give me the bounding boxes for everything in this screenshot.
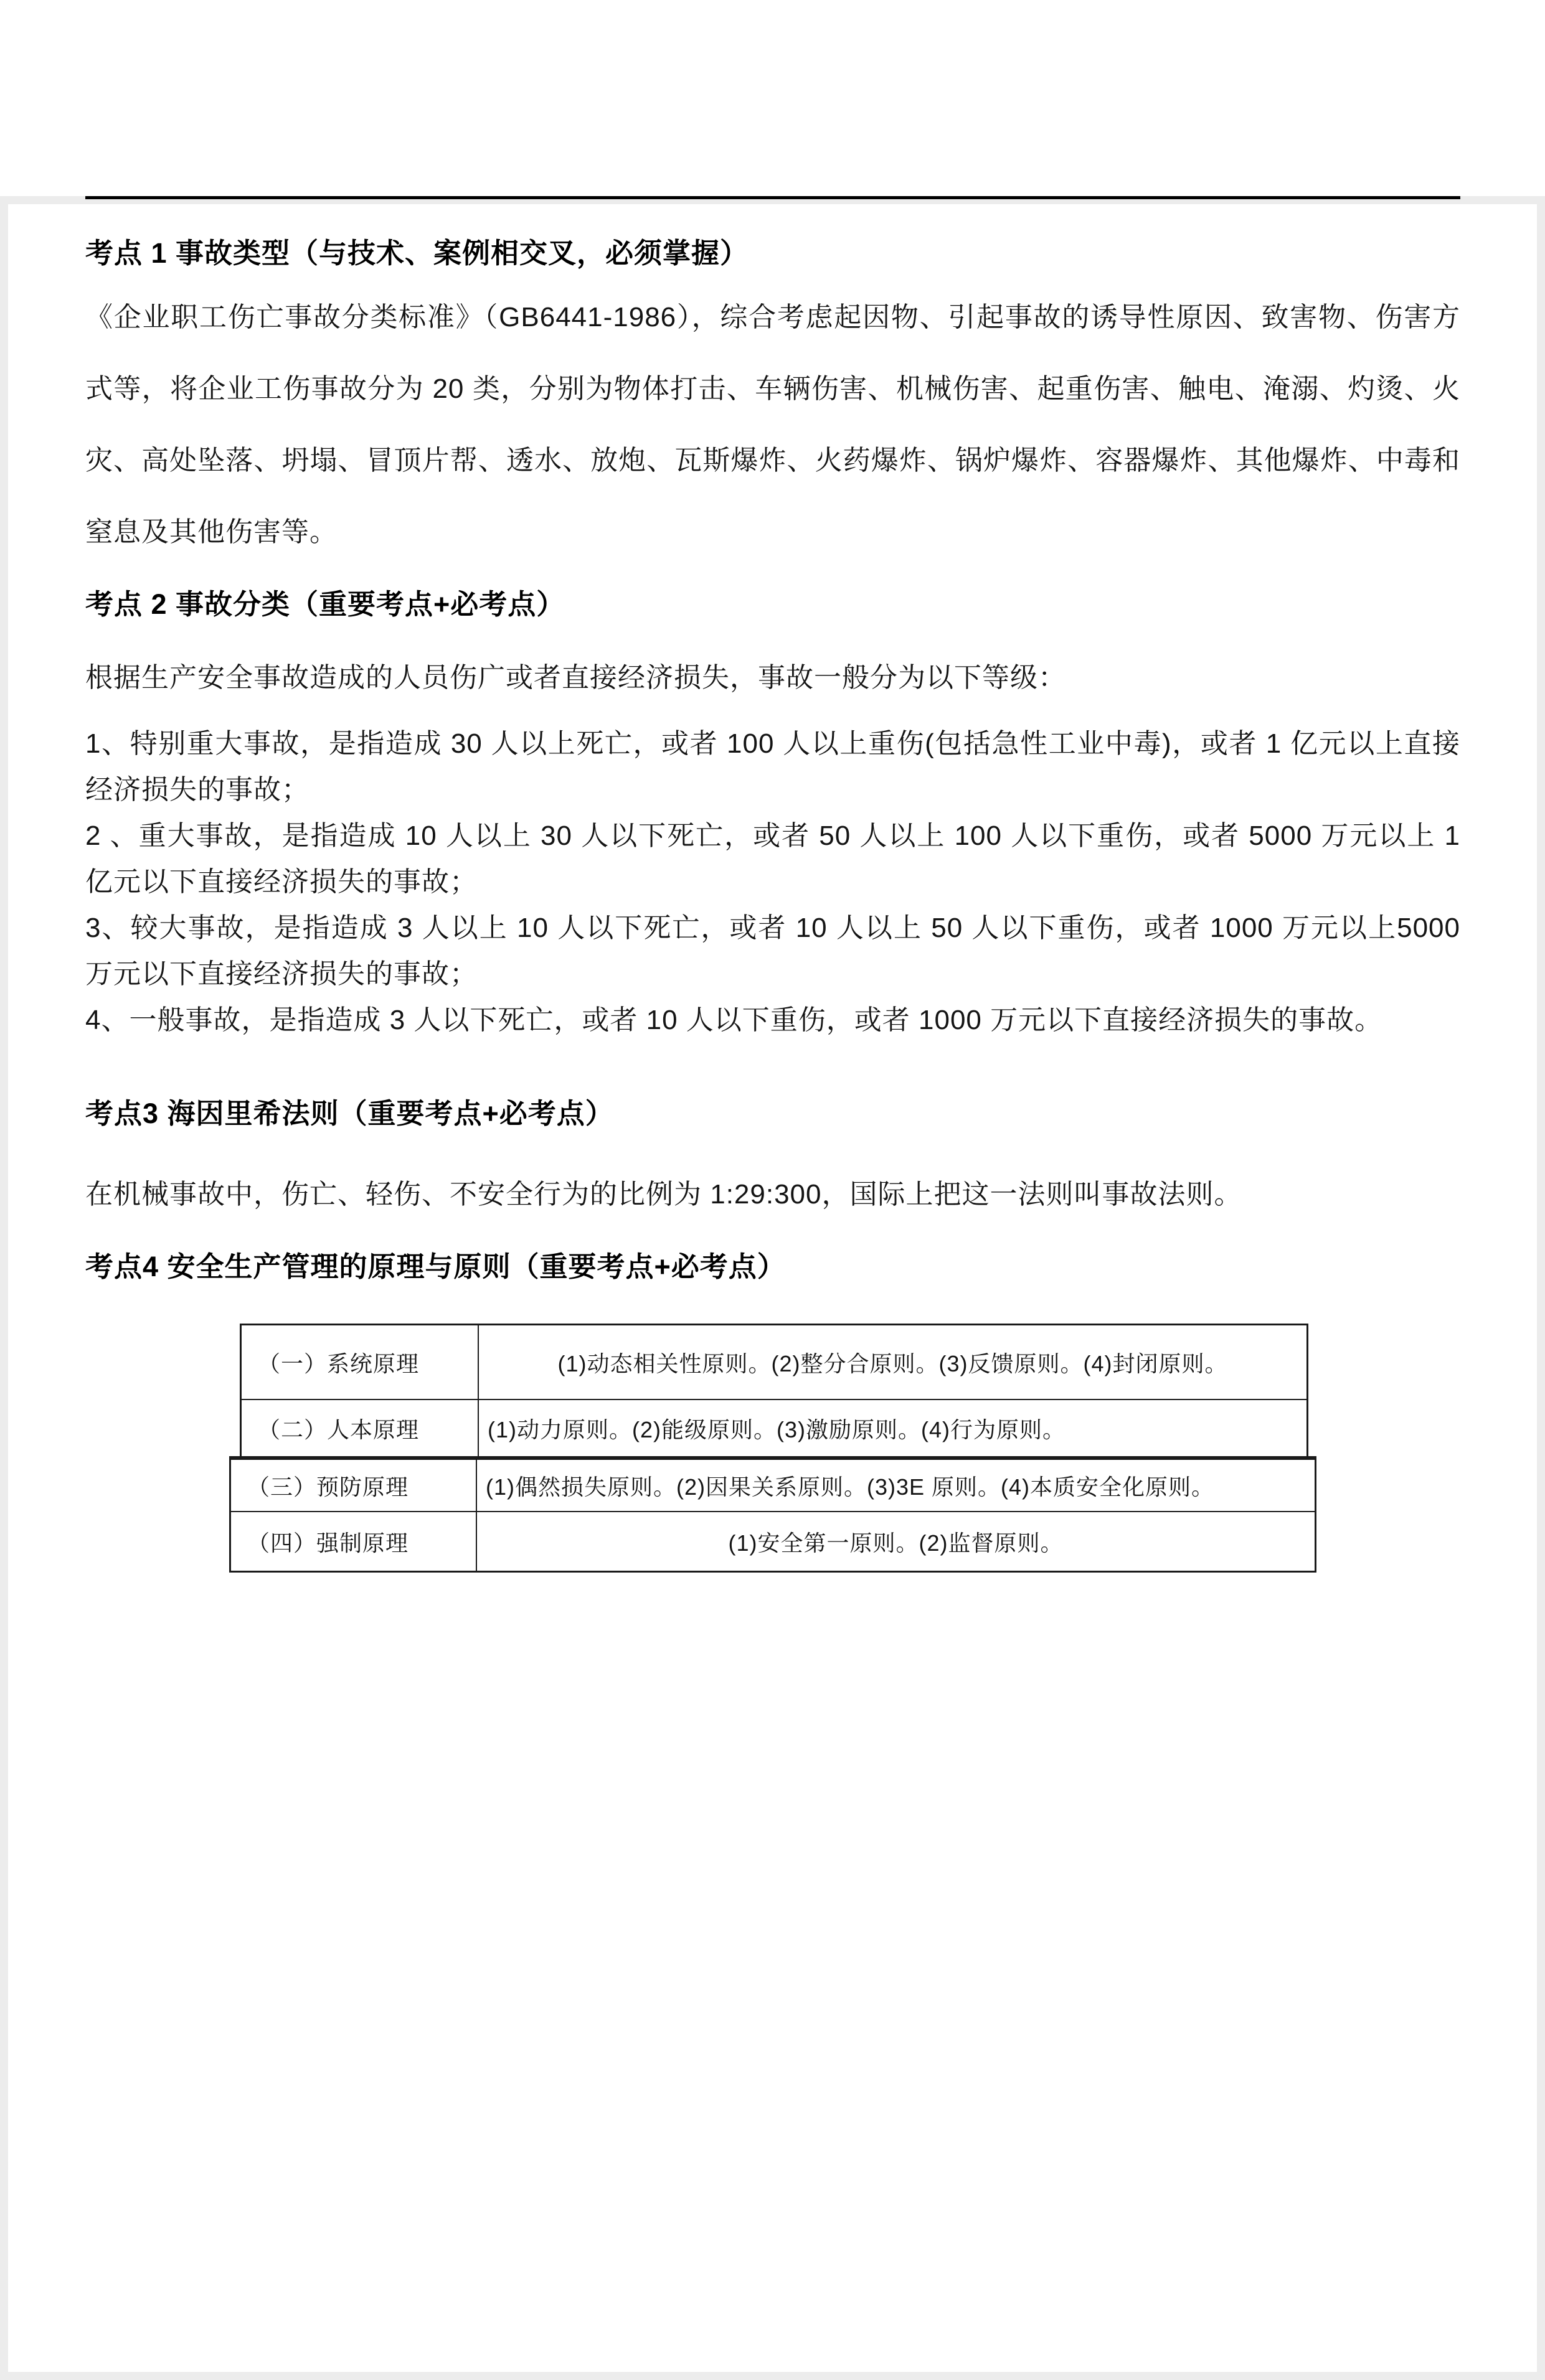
principles-table-lower [229,1456,1316,1573]
accident-grade-list [85,721,1460,1043]
row-label-compulsion-principle: （四）强制原理 [230,1512,477,1572]
list-item: 1、特别重大事故，是指造成 30 人以上死亡，或者 100 人以上重伤(包括急性工业中毒)，或者 1 亿元以上直接经济损失的事故； [85,728,1460,805]
table-row [241,1399,1308,1457]
table-row [241,1325,1308,1400]
table-row [230,1512,1316,1572]
section-1-heading: 考点 1 事故类型（与技术、案例相交叉，必须掌握） [85,237,749,269]
header-rule [85,196,1460,199]
row-label-prevention-principle: （三）预防原理 [230,1458,477,1512]
section-2-heading: 考点 2 事故分类（重要考点+必考点） [85,588,565,620]
list-item: 3、较大事故，是指造成 3 人以上 10 人以下死亡，或者 10 人以上 50 人以下重伤，或者 1000 万元以上5000 万元以下直接经济损失的事故； [85,913,1460,989]
section-1-paragraph: 《企业职工伤亡事故分类标准》（GB6441-1986），综合考虑起因物、引起事故的诱导性原因、致害物、伤害方式等，将企业工伤事故分为 20 类，分别为物体打击、车辆伤害、机械伤害、起重伤害、触电、淹溺、灼烫、火灾、高处坠落、坍塌、冒顶片帮、透水、放炮、瓦斯爆炸、火药爆炸、锅炉爆炸、容器爆炸、其他爆炸、中毒和窒息及其他伤害等。 [85,302,1460,547]
row-content-compulsion-principle: (1)安全第一原则。(2)监督原则。 [476,1512,1316,1572]
row-content-system-principle: (1)动态相关性原则。(2)整分合原则。(3)反馈原则。(4)封闭原则。 [478,1325,1308,1400]
section-3-paragraph: 在机械事故中，伤亡、轻伤、不安全行为的比例为 1:29:300，国际上把这一法则叫事故法则。 [85,1179,1242,1210]
section-2-intro: 根据生产安全事故造成的人员伤广或者直接经济损失，事故一般分为以下等级： [85,662,1066,693]
table-row [230,1458,1316,1512]
row-content-human-principle: (1)动力原则。(2)能级原则。(3)激励原则。(4)行为原则。 [478,1399,1308,1457]
list-item: 4、一般事故，是指造成 3 人以下死亡，或者 10 人以下重伤，或者 1000 万元以下直接经济损失的事故。 [85,1005,1383,1035]
document-content [0,196,1545,1573]
document-page [0,196,1545,2380]
row-label-human-principle: （二）人本原理 [241,1399,479,1457]
section-4-heading: 考点4 安全生产管理的原理与原则（重要考点+必考点） [85,1251,786,1282]
section-3-heading: 考点3 海因里希法则（重要考点+必考点） [85,1098,614,1129]
principles-table-upper [240,1324,1308,1458]
list-item: 2 、重大事故，是指造成 10 人以上 30 人以下死亡，或者 50 人以上 100 人以下重伤，或者 5000 万元以上 1 亿元以下直接经济损失的事故； [85,821,1460,897]
row-label-system-principle: （一）系统原理 [241,1325,479,1400]
row-content-prevention-principle: (1)偶然损失原则。(2)因果关系原则。(3)3E 原则。(4)本质安全化原则。 [476,1458,1316,1512]
